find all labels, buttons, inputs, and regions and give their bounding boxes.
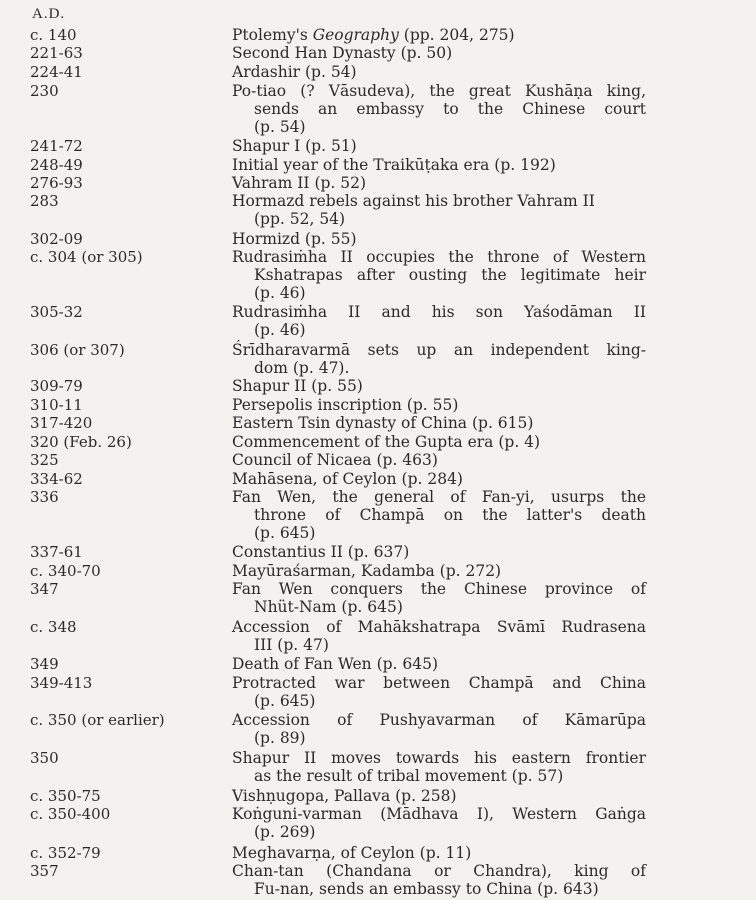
entry-description — [232, 844, 646, 862]
description-line: III (p. 47) — [254, 636, 329, 654]
entry-date: c. 348 — [30, 618, 77, 636]
entry-date: 310-11 — [30, 396, 83, 414]
description-line: Fan Wen, the general of Fan-yi, usurps the — [232, 488, 646, 506]
entry-description — [232, 543, 646, 561]
entry-description — [232, 303, 646, 339]
description-line: Shapur I (p. 51) — [232, 137, 357, 155]
entry-date: 241-72 — [30, 137, 83, 155]
entry-date: 302-09 — [30, 230, 83, 248]
description-line: Vahram II (p. 52) — [232, 174, 367, 192]
entry-description — [232, 749, 646, 785]
entry-description — [232, 488, 646, 542]
entry-date: 230 — [30, 82, 59, 100]
description-line: Meghavarṇa, of Ceylon (p. 11) — [232, 844, 472, 862]
entry-description — [232, 414, 646, 432]
entry-description — [232, 137, 646, 155]
entry-date: c. 350-75 — [30, 787, 101, 805]
entry-description — [232, 26, 646, 44]
entry-date: c. 352-79 — [30, 844, 101, 862]
entry-date: 221-63 — [30, 44, 83, 62]
entry-date: 349 — [30, 655, 59, 673]
entry-description — [232, 711, 646, 747]
entry-date: 350 — [30, 749, 59, 767]
entry-date: 357 — [30, 862, 59, 880]
description-line: (p. 46) — [254, 284, 306, 302]
description-line: dom (p. 47). — [254, 359, 350, 377]
description-line: Eastern Tsin dynasty of China (p. 615) — [232, 414, 534, 432]
entry-description — [232, 63, 646, 81]
entry-date: 334-62 — [30, 470, 83, 488]
entry-date: 336 — [30, 488, 59, 506]
description-line: Hormazd rebels against his brother Vahram II — [232, 192, 595, 210]
description-line: (p. 645) — [254, 524, 316, 542]
description-line: Death of Fan Wen (p. 645) — [232, 655, 439, 673]
entry-date: 283 — [30, 192, 59, 210]
entry-description — [232, 192, 646, 228]
entry-description — [232, 44, 646, 62]
description-line: Protracted war between Champā and China — [232, 674, 646, 692]
era-header: A.D. — [32, 6, 66, 22]
description-line: Shapur II (p. 55) — [232, 377, 363, 395]
entry-date: 320 (Feb. 26) — [30, 433, 132, 451]
description-line: as the result of tribal movement (p. 57) — [254, 767, 564, 785]
entry-date: c. 304 (or 305) — [30, 248, 143, 266]
description-line: (pp. 52, 54) — [254, 210, 346, 228]
entry-date: c. 340-70 — [30, 562, 101, 580]
entry-description — [232, 230, 646, 248]
description-line: throne of Champā on the latter's death — [254, 506, 646, 524]
description-line: Fan Wen conquers the Chinese province of — [232, 580, 646, 598]
description-line: Commencement of the Gupta era (p. 4) — [232, 433, 541, 451]
description-line: Constantius II (p. 637) — [232, 543, 410, 561]
entry-date: 248-49 — [30, 156, 83, 174]
description-line: (p. 46) — [254, 321, 306, 339]
entry-description — [232, 451, 646, 469]
entry-date: c. 140 — [30, 26, 77, 44]
entry-date: 306 (or 307) — [30, 341, 125, 359]
description-line: (p. 89) — [254, 729, 306, 747]
description-line: Chan-tan (Chandana or Chandra), king of — [232, 862, 646, 880]
description-line: Initial year of the Traikūṭaka era (p. 192) — [232, 156, 556, 174]
description-line: Second Han Dynasty (p. 50) — [232, 44, 453, 62]
description-line: Accession of Mahākshatrapa Svāmī Rudrasena — [232, 618, 646, 636]
entry-description — [232, 580, 646, 616]
entry-description — [232, 655, 646, 673]
entry-date: 224-41 — [30, 63, 83, 81]
entry-date: 337-61 — [30, 543, 83, 561]
entry-description — [232, 618, 646, 654]
entry-date: c. 350-400 — [30, 805, 111, 823]
description-line: Council of Nicaea (p. 463) — [232, 451, 438, 469]
entry-description — [232, 341, 646, 377]
book-title: Geography — [312, 26, 399, 44]
entry-description — [232, 396, 646, 414]
entry-date: 276-93 — [30, 174, 83, 192]
description-line: Po-tiao (? Vāsudeva), the great Kushāṇa king, — [232, 82, 646, 100]
description-line: Ptolemy's Geography (pp. 204, 275) — [232, 26, 515, 44]
entry-date: 317-420 — [30, 414, 93, 432]
description-line: (p. 54) — [254, 118, 306, 136]
entry-date: 305-32 — [30, 303, 83, 321]
entry-description — [232, 156, 646, 174]
description-line: (p. 645) — [254, 692, 316, 710]
description-line: Śrīdharavarmā sets up an independent king- — [232, 341, 646, 359]
description-line: (p. 269) — [254, 823, 316, 841]
description-line: Rudrasiṁha II occupies the throne of Western — [232, 248, 646, 266]
entry-description — [232, 562, 646, 580]
description-line: Rudrasiṁha II and his son Yaśodāman II — [232, 303, 646, 321]
entry-description — [232, 862, 646, 898]
description-line: Ardashir (p. 54) — [232, 63, 357, 81]
entry-date: 325 — [30, 451, 59, 469]
entry-description — [232, 377, 646, 395]
description-line: Persepolis inscription (p. 55) — [232, 396, 459, 414]
entry-description — [232, 174, 646, 192]
description-line: Nhüt-Nam (p. 645) — [254, 598, 403, 616]
entry-description — [232, 674, 646, 710]
description-line: Fu-nan, sends an embassy to China (p. 643) — [254, 880, 599, 898]
description-line: Mahāsena, of Ceylon (p. 284) — [232, 470, 463, 488]
description-line: Mayūraśarman, Kadamba (p. 272) — [232, 562, 502, 580]
entry-description — [232, 805, 646, 841]
description-line: Accession of Pushyavarman of Kāmarūpa — [232, 711, 646, 729]
description-line: Koṅguni-varman (Mādhava I), Western Gaṅga — [232, 805, 646, 823]
description-line: sends an embassy to the Chinese court — [254, 100, 646, 118]
entry-description — [232, 248, 646, 302]
entry-date: c. 350 (or earlier) — [30, 711, 165, 729]
entry-date: 349-413 — [30, 674, 93, 692]
entry-date: 347 — [30, 580, 59, 598]
entry-description — [232, 433, 646, 451]
entry-description — [232, 787, 646, 805]
description-line: Hormizd (p. 55) — [232, 230, 357, 248]
entry-description — [232, 82, 646, 136]
entry-description — [232, 470, 646, 488]
description-line: Kshatrapas after ousting the legitimate heir — [254, 266, 646, 284]
description-line: Shapur II moves towards his eastern frontier — [232, 749, 646, 767]
entry-date: 309-79 — [30, 377, 83, 395]
description-line: Vishṇugopa, Pallava (p. 258) — [232, 787, 457, 805]
